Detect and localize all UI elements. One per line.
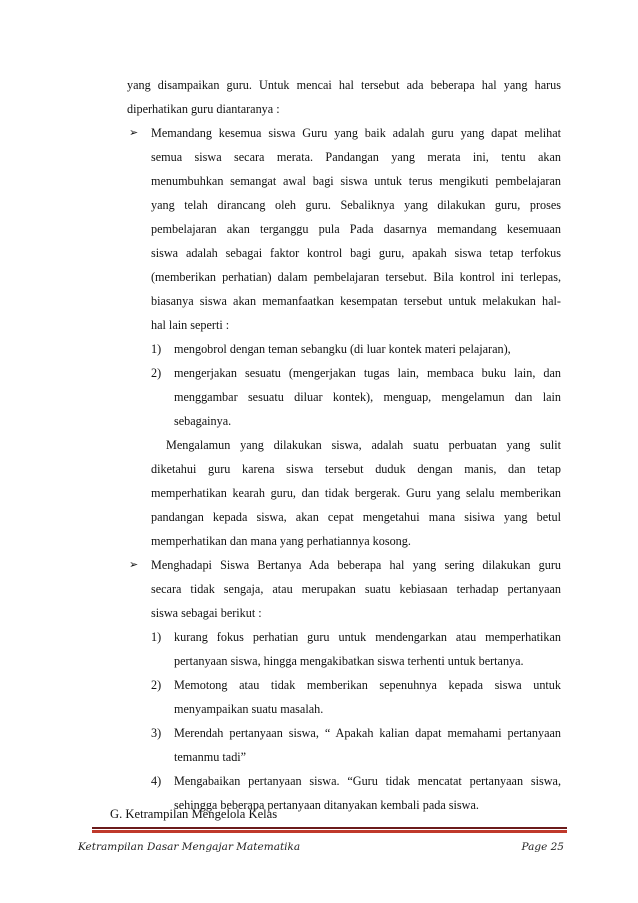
- list-number: 3): [151, 726, 162, 740]
- list-number: 1): [151, 342, 162, 356]
- list-item-line: temanmu tadi”: [174, 750, 247, 764]
- body-text-line: diperhatikan guru diantaranya :: [127, 102, 280, 116]
- list-item-line: menggambar sesuatu diluar kontek), menguap, mengelamun dan lain: [174, 390, 561, 404]
- paragraph-line: Mengalamun yang dilakukan siswa, adalah suatu perbuatan yang sulit: [166, 438, 561, 452]
- paragraph-line: pandangan kepada siswa, akan cepat mengetahui mana sisiwa yang betul: [151, 510, 561, 524]
- footer-rule: [92, 827, 567, 829]
- list-item-line: mengerjakan sesuatu (mengerjakan tugas lain, membaca buku lain, dan: [174, 366, 561, 380]
- bullet-text-line: hal lain seperti :: [151, 318, 230, 332]
- bullet-text-line: siswa adalah sebagai faktor kontrol bagi guru, apakah siswa tetap terfokus: [151, 246, 561, 260]
- bullet-text-line: semua siswa secara merata. Pandangan yang merata ini, tentu akan: [151, 150, 561, 164]
- list-item-line: mengobrol dengan teman sebangku (di luar kontek materi pelajaran),: [174, 342, 511, 356]
- bullet-text-line: biasanya siswa akan memanfaatkan kesempatan tersebut untuk melakukan hal-: [151, 294, 561, 308]
- paragraph-line: memperhatikan kearah guru, dan tidak bergerak. Guru yang selalu memberikan: [151, 486, 561, 500]
- list-item-line: pertanyaan siswa, hingga mengakibatkan siswa terhenti untuk bertanya.: [174, 654, 524, 668]
- paragraph-line: memperhatikan dan mana yang perhatiannya kosong.: [151, 534, 411, 548]
- footer-title: Ketrampilan Dasar Mengajar Matematika: [78, 841, 301, 853]
- list-number: 2): [151, 366, 162, 380]
- footer-rule-accent: [92, 830, 567, 833]
- page-number: Page 25: [521, 841, 564, 853]
- bullet-text-line: menumbuhkan semangat awal bagi siswa untuk terus mengikuti pembelajaran: [151, 174, 561, 188]
- bullet-text-line: secara tidak sengaja, atau merupakan suatu kebiasaan terhadap pertanyaan: [151, 582, 561, 596]
- bullet-text-line: Memandang kesemua siswa Guru yang baik adalah guru yang dapat melihat: [151, 126, 561, 140]
- section-heading: G. Ketrampilan Mengelola Kelas: [110, 807, 278, 821]
- list-item-line: menyampaikan suatu masalah.: [174, 702, 324, 716]
- list-item-line: sebagainya.: [174, 414, 232, 428]
- arrow-bullet-icon: ➢: [129, 127, 139, 139]
- list-item-line: kurang fokus perhatian guru untuk mendengarkan atau memperhatikan: [174, 630, 561, 644]
- list-item-line: Memotong atau tidak memberikan sepenuhnya kepada siswa untuk: [174, 678, 561, 692]
- bullet-text-line: pembelajaran akan terganggu pula Pada dasarnya memandang kesemuaan: [151, 222, 561, 236]
- bullet-text-line: siswa sebagai berikut :: [151, 606, 262, 620]
- list-item-line: sehingga beberapa pertanyaan ditanyakan kembali pada siswa.: [174, 798, 479, 812]
- bullet-text-line: yang telah dirancang oleh guru. Sebaliknya yang dilakukan guru, proses: [151, 198, 561, 212]
- list-item-line: Merendah pertanyaan siswa, “ Apakah kalian dapat memahami pertanyaan: [174, 726, 561, 740]
- bullet-text-line: (memberikan perhatian) dalam pembelajaran tersebut. Bila kontrol ini terlepas,: [151, 270, 561, 284]
- list-number: 2): [151, 678, 162, 692]
- list-item-line: Mengabaikan pertanyaan siswa. “Guru tidak mencatat pertanyaan siswa,: [174, 774, 561, 788]
- list-number: 4): [151, 774, 162, 788]
- paragraph-line: diketahui guru karena siswa tersebut duduk dengan manis, dan tetap: [151, 462, 561, 476]
- list-number: 1): [151, 630, 162, 644]
- arrow-bullet-icon: ➢: [129, 559, 139, 571]
- bullet-text-line: Menghadapi Siswa Bertanya Ada beberapa hal yang sering dilakukan guru: [151, 558, 561, 572]
- body-text-line: yang disampaikan guru. Untuk mencai hal tersebut ada beberapa hal yang harus: [127, 78, 561, 92]
